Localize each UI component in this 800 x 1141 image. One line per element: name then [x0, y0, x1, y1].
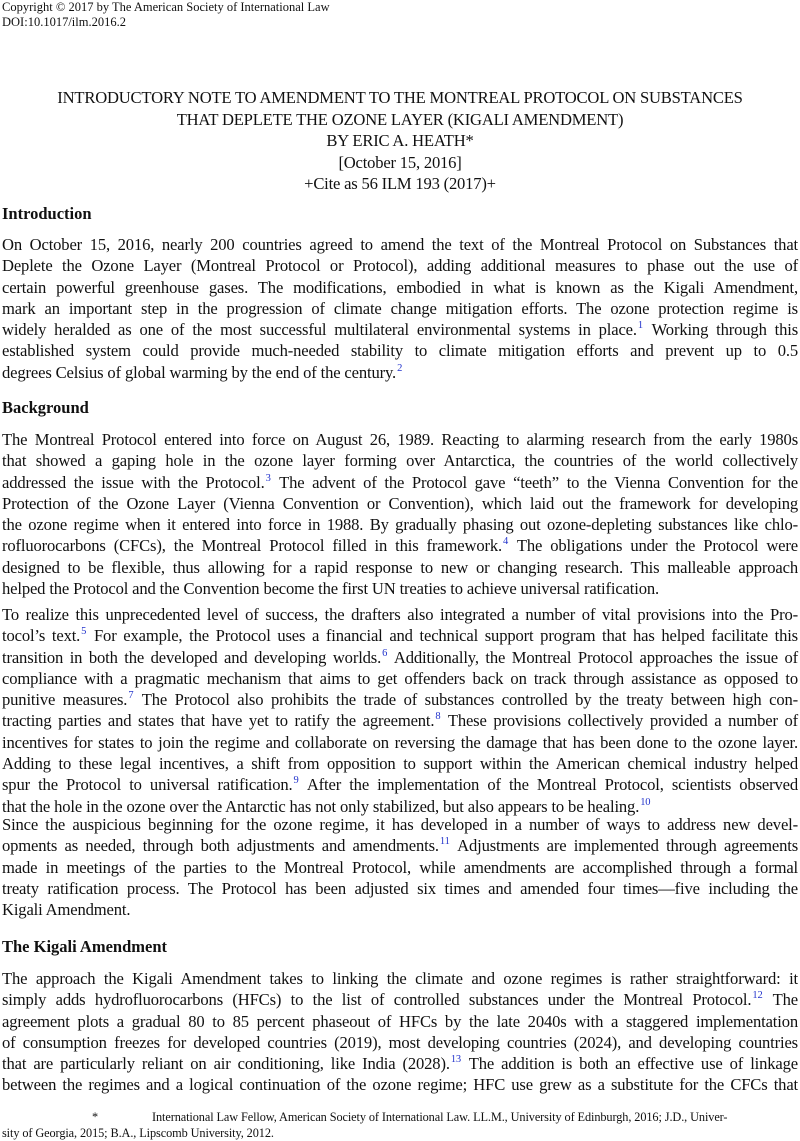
- title-line-1: INTRODUCTORY NOTE TO AMENDMENT TO THE MONTREAL PROTOCOL ON SUBSTANCES: [57, 88, 743, 107]
- text-line: [2, 625, 798, 646]
- text-segment: that the hole in the ozone over the Antarctic has not only stabilized, but also appears to be healing.: [2, 796, 640, 816]
- text-line: [2, 710, 798, 731]
- text-segment: After the implementation of the Montreal Protocol, scientists observed: [299, 775, 798, 795]
- doi-line: DOI:10.1017/ilm.2016.2: [2, 15, 126, 29]
- text-line: [2, 774, 798, 795]
- text-segment: opments as needed, through both adjustments and amendments.: [2, 836, 439, 856]
- text-segment: These provisions collectively provided a number of: [441, 711, 798, 731]
- title-block: [0, 87, 800, 195]
- text-segment: The obligations under the Protocol were: [509, 536, 798, 556]
- footnote-ref-13[interactable]: 13: [450, 1054, 462, 1066]
- citation: +Cite as 56 ILM 193 (2017)+: [304, 174, 496, 193]
- text-segment: addressed the issue with the Protocol.: [2, 472, 265, 492]
- text-line: Adding to these legal incentives, a shift from opposition to support within the American chemical industry helped: [2, 754, 798, 774]
- text-segment: Adjustments are implemented through agreements: [450, 836, 799, 856]
- footnote-ref-2[interactable]: 2: [397, 362, 403, 374]
- text-line: Since the auspicious beginning for the ozone regime, it has developed in a number of ways to address new devel-: [2, 815, 798, 834]
- text-segment: The addition is both an effective use of linkage: [462, 1054, 798, 1074]
- text-line: designed to be flexible, thus allowing for a rapid response to new or changing research. This malleable approach: [2, 557, 798, 577]
- footnote-line-2: sity of Georgia, 2015; B.A., Lipscomb University, 2012.: [2, 1126, 274, 1140]
- text-line: The approach the Kigali Amendment takes to linking the climate and ozone regimes is rather straightforward: it: [2, 969, 798, 988]
- text-line: [2, 472, 798, 493]
- text-segment: transition in both the developed and developing worlds.: [2, 647, 382, 667]
- text-line: certain powerful greenhouse gases. The modifications, embodied in what is known as the Kigali Amendment,: [2, 277, 798, 297]
- text-line: Deplete the Ozone Layer (Montreal Protocol or Protocol), adding additional measures to phase out the use of: [2, 256, 798, 276]
- text-segment: simply adds hydrofluorocarbons (HFCs) to the list of controlled substances under the Montreal Protocol.: [2, 990, 752, 1010]
- footnote-ref-6[interactable]: 6: [382, 647, 388, 659]
- background-paragraph-2: [2, 604, 798, 817]
- text-line: [2, 835, 798, 856]
- text-line: agreement plots a gradual 80 to 85 percent phaseout of HFCs by the late 2040s with a staggered implementation: [2, 1011, 798, 1031]
- text-segment: The advent of the Protocol gave “teeth” to the Vienna Convention for the: [271, 472, 798, 492]
- text-line: [2, 647, 798, 668]
- heading-kigali-amendment: The Kigali Amendment: [2, 937, 168, 956]
- text-line: Protection of the Ozone Layer (Vienna Convention or Convention), which laid out the framework for developing: [2, 493, 798, 513]
- footnote-ref-10[interactable]: 10: [640, 796, 651, 808]
- background-paragraph-1: [2, 429, 798, 599]
- text-line: treaty ratification process. The Protocol has been adjusted six times and amended four times—five including the: [2, 878, 798, 898]
- text-segment: The: [763, 990, 798, 1010]
- footnote-ref-4[interactable]: 4: [503, 536, 509, 548]
- text-segment: widely heralded as one of the most successful multilateral environmental systems in place.: [2, 320, 637, 340]
- text-line: the ozone regime when it entered into force in 1988. By gradually phasing out ozone-depleting substances like chlo-: [2, 515, 798, 535]
- kigali-paragraph: [2, 968, 798, 1096]
- text-line: that showed a gaping hole in the ozone layer forming over Antarctica, the countries of the world collectively: [2, 451, 798, 471]
- text-segment: For example, the Protocol uses a financial and technical support program that has helped facilitate this: [87, 626, 798, 646]
- text-line: [2, 1053, 798, 1074]
- text-line: [2, 689, 798, 710]
- text-segment: spur the Protocol to universal ratification.: [2, 775, 293, 795]
- document-date: [October 15, 2016]: [338, 152, 462, 172]
- text-line: helped the Protocol and the Convention become the first UN treaties to achieve universal ratification.: [2, 579, 659, 599]
- text-line: established system could provide much-needed stability to climate mitigation efforts and prevent up to 0.5: [2, 341, 798, 361]
- footnote-line-1: [2, 1109, 798, 1125]
- author-byline: BY ERIC A. HEATH*: [326, 131, 474, 150]
- footnote-ref-7[interactable]: 7: [128, 690, 134, 702]
- footnote-ref-5[interactable]: 5: [81, 626, 87, 638]
- text-segment: tracting parties and states that have yet to ratify the agreement.: [2, 711, 435, 731]
- text-segment: tocol’s text.: [2, 626, 81, 646]
- author-footnote: [2, 1109, 798, 1141]
- footnote-ref-9[interactable]: 9: [293, 775, 299, 787]
- footnote-marker: *: [91, 1110, 99, 1124]
- text-segment: Additionally, the Montreal Protocol approaches the issue of: [388, 647, 799, 667]
- text-line: compliance with a pragmatic mechanism that aims to get offenders back on track through assistance as opposed to: [2, 668, 798, 688]
- heading-introduction: Introduction: [2, 204, 92, 223]
- text-line: Kigali Amendment.: [2, 900, 131, 920]
- text-segment: punitive measures.: [2, 690, 128, 710]
- text-line: between the regimes and a logical continuation of the ozone regime; HFC use grew as a substitute for the CFCs that: [2, 1075, 798, 1095]
- footnote-ref-1[interactable]: 1: [637, 320, 643, 332]
- text-line: [2, 535, 798, 556]
- text-line: of consumption freezes for developed countries (2019), most developing countries (2024), and developing countries: [2, 1032, 798, 1052]
- title-line-2: THAT DEPLETE THE OZONE LAYER (KIGALI AMENDMENT): [176, 109, 624, 129]
- footnote-ref-12[interactable]: 12: [752, 990, 763, 1002]
- footnote-ref-11[interactable]: 11: [439, 836, 450, 848]
- text-line: To realize this unprecedented level of success, the drafters also integrated a number of vital provisions into the Pro-: [2, 605, 798, 624]
- text-line: [2, 989, 798, 1010]
- text-line: incentives for states to join the regime and collaborate on reversing the damage that has been done to the ozone layer.: [2, 732, 798, 752]
- footnote-ref-3[interactable]: 3: [265, 472, 271, 484]
- text-line: [2, 362, 798, 383]
- text-line: On October 15, 2016, nearly 200 countries agreed to amend the text of the Montreal Protocol on Substances that: [2, 235, 798, 254]
- text-segment: Working through this: [644, 320, 799, 340]
- heading-background: Background: [2, 398, 89, 417]
- text-segment: that are particularly reliant on air conditioning, like India (2028).: [2, 1054, 450, 1074]
- text-segment: degrees Celsius of global warming by the end of the century.: [2, 362, 397, 382]
- footnote-text: International Law Fellow, American Society of International Law. LL.M., University of Edinburgh, 2016; J.D., Univer-: [152, 1110, 728, 1124]
- footnote-ref-8[interactable]: 8: [435, 711, 441, 723]
- text-line: made in meetings of the parties to the Montreal Protocol, while amendments are accomplished through a formal: [2, 857, 798, 877]
- text-line: The Montreal Protocol entered into force on August 26, 1989. Reacting to alarming research from the early 1980s: [2, 430, 798, 449]
- background-paragraph-3: [2, 814, 798, 920]
- text-segment: rofluorocarbons (CFCs), the Montreal Protocol filled in this framework.: [2, 536, 502, 556]
- introduction-paragraph: [2, 234, 798, 383]
- copyright-header: [2, 0, 330, 30]
- text-line: [2, 319, 798, 340]
- text-segment: The Protocol also prohibits the trade of substances controlled by the treaty between high con-: [134, 690, 798, 710]
- text-line: mark an important step in the progression of climate change mitigation efforts. The ozone protection regime is: [2, 298, 798, 318]
- copyright-line: Copyright © 2017 by The American Society of International Law: [2, 0, 330, 14]
